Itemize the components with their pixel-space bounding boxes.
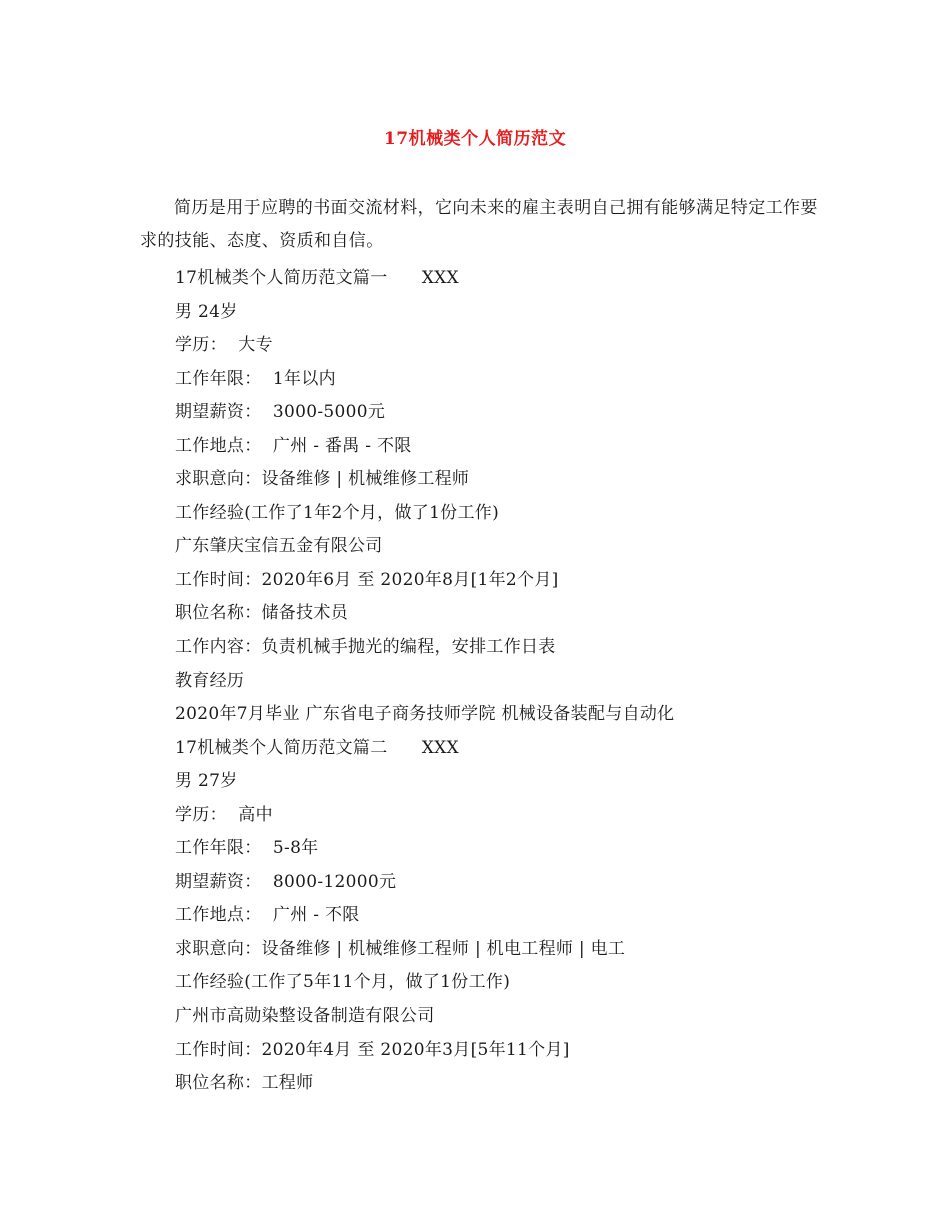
resume-line: 2020年7月毕业 广东省电子商务技师学院 机械设备装配与自动化 xyxy=(175,704,675,725)
resume-line: 学历： 高中 xyxy=(175,804,273,825)
resume-line: 工作年限： 5-8年 xyxy=(175,838,319,859)
resume-line: 教育经历 xyxy=(175,670,245,691)
resume-line: 职位名称：工程师 xyxy=(175,1073,314,1094)
resume-line: 男 27岁 xyxy=(175,771,238,792)
document-title: 17机械类个人简历范文 xyxy=(383,129,567,149)
resume-line: 工作经验(工作了5年11个月，做了1份工作) xyxy=(175,972,511,993)
resume-line: 工作地点： 广州 - 不限 xyxy=(175,905,360,926)
resume-line: 工作时间：2020年4月 至 2020年3月[5年11个月] xyxy=(175,1039,570,1060)
resume-line: 广东肇庆宝信五金有限公司 xyxy=(175,536,383,557)
resume-line: 17机械类个人简历范文篇一 XXX xyxy=(175,268,459,288)
resume-line: 工作地点： 广州 - 番禺 - 不限 xyxy=(175,435,412,456)
resume-line: 职位名称：储备技术员 xyxy=(175,603,348,624)
resume-lines xyxy=(175,262,875,1101)
resume-line: 学历： 大专 xyxy=(175,335,273,356)
resume-line: 工作内容：负责机械手抛光的编程，安排工作日表 xyxy=(175,637,556,658)
resume-line: 求职意向：设备维修 | 机械维修工程师 xyxy=(175,469,470,490)
resume-line: 求职意向：设备维修 | 机械维修工程师 | 机电工程师 | 电工 xyxy=(175,938,626,959)
resume-line: 广州市高勋染整设备制造有限公司 xyxy=(175,1006,435,1027)
resume-line: 工作年限： 1年以内 xyxy=(175,368,336,389)
resume-line: 期望薪资： 3000-5000元 xyxy=(175,402,386,423)
resume-line: 工作经验(工作了1年2个月，做了1份工作) xyxy=(175,502,500,523)
resume-line: 期望薪资： 8000-12000元 xyxy=(175,871,397,892)
resume-line: 男 24岁 xyxy=(175,301,238,322)
intro-paragraph: 简历是用于应聘的书面交流材料，它向未来的雇主表明自己拥有能够满足特定工作要求的技能、态度、资质和自信。 xyxy=(140,198,818,251)
resume-line: 17机械类个人简历范文篇二 XXX xyxy=(175,737,459,758)
resume-line: 工作时间：2020年6月 至 2020年8月[1年2个月] xyxy=(175,569,559,590)
